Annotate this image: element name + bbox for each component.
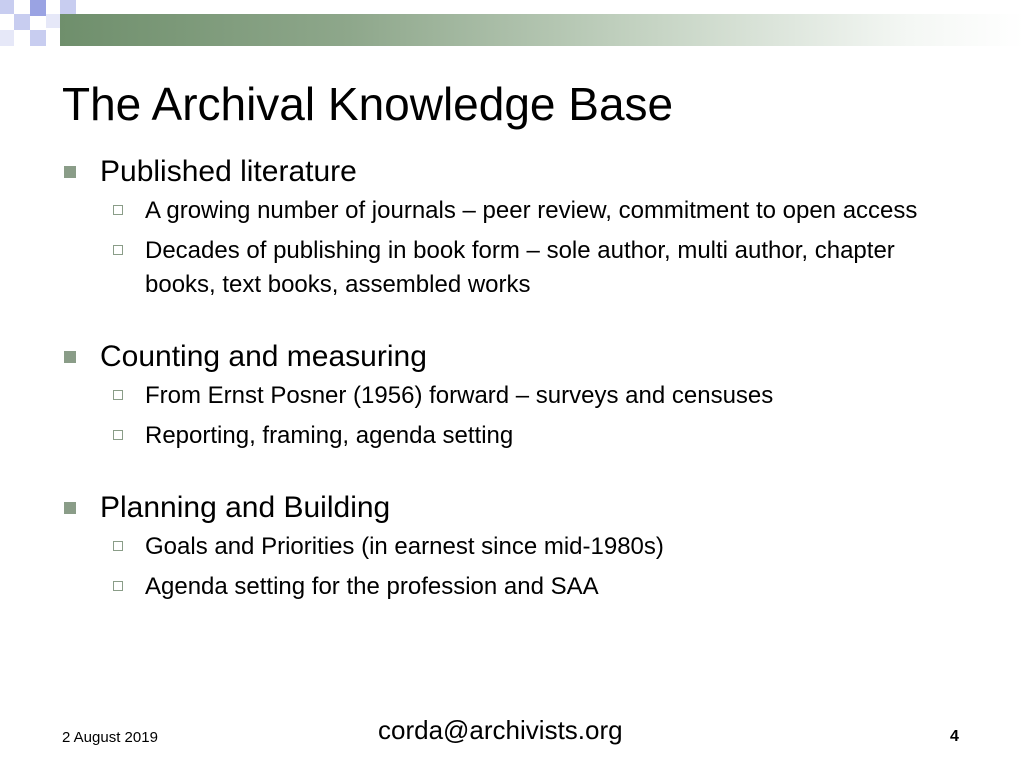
sub-bullet-item	[62, 379, 955, 413]
bullet-item	[62, 154, 962, 190]
decor-square	[0, 30, 14, 46]
sub-bullet-item	[62, 530, 955, 564]
decor-square	[0, 0, 14, 14]
sub-bullet-text: Decades of publishing in book form – sole author, multi author, chapter books, text books, assembled works	[145, 237, 895, 298]
hollow-square-bullet-icon	[113, 245, 123, 255]
sub-bullet-text: Reporting, framing, agenda setting	[145, 422, 514, 449]
sub-bullet-item	[62, 194, 955, 228]
footer-email: corda@archivists.org	[378, 715, 623, 745]
bullet-heading: Published literature	[100, 155, 357, 188]
slide-title: The Archival Knowledge Base	[62, 78, 674, 130]
sub-bullet-text: From Ernst Posner (1956) forward – surveys and censuses	[145, 382, 774, 409]
decor-square	[30, 30, 46, 46]
sub-bullet-item	[62, 234, 955, 302]
header-gradient-bar	[60, 14, 1024, 46]
hollow-square-bullet-icon	[113, 390, 123, 400]
bullet-heading: Planning and Building	[100, 491, 391, 524]
decor-square	[30, 0, 46, 16]
decor-square	[14, 14, 30, 30]
bullet-item	[62, 490, 962, 526]
section-counting-measuring	[62, 339, 962, 453]
bullet-heading: Counting and measuring	[100, 340, 427, 373]
slide-content	[62, 154, 962, 641]
sub-bullet-text: Agenda setting for the profession and SAA	[145, 573, 599, 600]
hollow-square-bullet-icon	[113, 541, 123, 551]
decor-square	[60, 0, 76, 14]
footer-date: 2 August 2019	[62, 729, 158, 746]
sub-bullet-item	[62, 419, 955, 453]
section-planning-building	[62, 490, 962, 604]
hollow-square-bullet-icon	[113, 581, 123, 591]
hollow-square-bullet-icon	[113, 430, 123, 440]
square-bullet-icon	[64, 351, 76, 363]
sub-bullet-item	[62, 570, 955, 604]
sub-bullet-text: Goals and Priorities (in earnest since mid-1980s)	[145, 533, 664, 560]
hollow-square-bullet-icon	[113, 205, 123, 215]
decor-square	[46, 14, 60, 28]
section-published-literature	[62, 154, 962, 302]
square-bullet-icon	[64, 502, 76, 514]
square-bullet-icon	[64, 166, 76, 178]
page-number: 4	[950, 728, 959, 745]
bullet-item	[62, 339, 962, 375]
sub-bullet-text: A growing number of journals – peer review, commitment to open access	[145, 197, 918, 224]
